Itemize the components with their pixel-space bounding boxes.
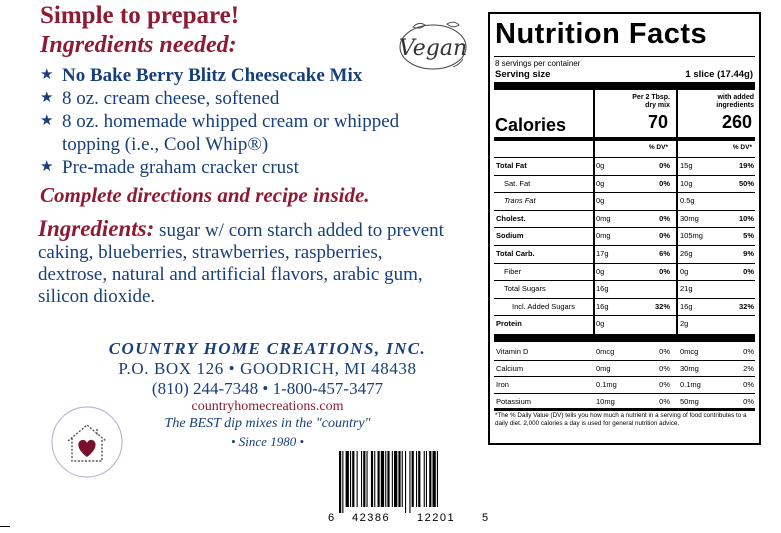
star-icon: ★	[40, 90, 54, 106]
nutrient-amount-col1: 0g	[596, 161, 605, 170]
nutrient-dv-col2: 0%	[743, 266, 754, 276]
nutrient-label: Fiber	[504, 266, 522, 276]
edge-trim-mark	[0, 526, 10, 527]
barcode-bar	[381, 451, 384, 507]
nutrient-amount-col1: 0mg	[596, 231, 611, 241]
thick-divider	[494, 82, 755, 90]
nutrient-dv-col2: 5%	[743, 231, 754, 241]
barcode-bar	[426, 451, 427, 507]
list-item-text: No Bake Berry Blitz Cheesecake Mix	[62, 65, 363, 86]
serving-size-value: 1 slice (17.44g)	[685, 69, 753, 80]
barcode-bar	[409, 451, 410, 513]
nutrient-amount-col1: 16g	[596, 284, 609, 294]
barcode-group-1: 42386	[352, 512, 391, 524]
nutrient-amount-col2: 105mg	[680, 231, 703, 241]
nutrient-dv-col1: 6%	[659, 249, 670, 258]
company-info	[70, 339, 465, 451]
barcode-right-digit: 5	[482, 512, 489, 524]
thick-divider	[494, 334, 755, 342]
barcode-bar	[437, 451, 438, 507]
nutrient-amount-col1: 0mg	[596, 213, 611, 223]
nutrient-dv-col2: 19%	[738, 161, 754, 170]
nutrient-amount-col2: 0.5g	[680, 196, 695, 206]
vitamin-dv-col2: 2%	[743, 364, 754, 374]
nutrient-label: Cholest.	[496, 213, 526, 223]
nutrient-dv-col2: 9%	[743, 249, 754, 258]
vitamin-row	[494, 376, 755, 393]
vitamin-dv-col2: 0%	[743, 396, 754, 406]
company-tagline: The BEST dip mixes in the "country"	[164, 416, 371, 431]
barcode-bar	[367, 451, 368, 507]
barcode-bar	[339, 451, 341, 513]
barcode-bar	[352, 451, 354, 507]
vitamin-dv-col1: 0%	[659, 347, 670, 356]
nutrient-row	[494, 227, 755, 245]
col1-header	[596, 94, 670, 110]
vitamin-row	[494, 360, 755, 377]
barcode-bar	[424, 451, 425, 507]
nutrient-dv-col1: 0%	[659, 213, 670, 223]
list-item-text: 8 oz. homemade whipped cream or whipped topping (i.e., Cool Whip®)	[62, 111, 400, 155]
company-website: countryhomecreations.com	[191, 399, 344, 414]
nutrient-row	[494, 315, 755, 333]
vitamin-dv-col2: 0%	[743, 347, 754, 356]
barcode-bar	[412, 451, 414, 507]
vegan-badge-text: Vegan	[398, 36, 468, 61]
barcode-bar	[378, 451, 380, 507]
vitamin-amount-col2: 50mg	[680, 396, 699, 406]
nutrient-row	[494, 245, 755, 263]
nutrient-dv-col1: 0%	[659, 231, 670, 241]
nutrient-label: Incl. Added Sugars	[512, 301, 575, 311]
vitamin-amount-col1: 0mg	[596, 364, 611, 374]
nutrient-amount-col1: 0g	[596, 178, 605, 188]
upc-barcode	[322, 449, 492, 525]
nutrient-amount-col2: 2g	[680, 319, 689, 329]
company-since: • Since 1980 •	[230, 434, 304, 449]
serving-size-label: Serving size	[495, 69, 551, 80]
ingredients-paragraph	[38, 218, 448, 308]
barcode-bar	[342, 451, 343, 513]
daily-value-footnote: *The % Daily Value (DV) tells you how much a nutrient in a serving of food contributes to a daily diet. 2,000 calories a day is used for general nutrition advice.	[495, 412, 747, 427]
nutrient-label: Protein	[496, 319, 522, 329]
col2-header	[680, 94, 754, 110]
calories-col1: 70	[647, 112, 668, 132]
nutrient-label: Total Sugars	[504, 284, 546, 294]
vitamin-dv-col1: 0%	[659, 396, 670, 406]
nutrient-amount-col2: 21g	[680, 284, 693, 294]
nutrient-amount-col2: 0g	[680, 266, 689, 276]
nutrient-dv-col1: 32%	[654, 301, 670, 311]
nutrient-amount-col1: 0g	[596, 266, 605, 276]
barcode-bar	[346, 451, 349, 507]
col2-header-line1: with added	[717, 94, 754, 101]
list-item-text: 8 oz. cream cheese, softened	[62, 88, 280, 109]
vitamin-row	[494, 344, 755, 360]
nutrition-facts-panel	[488, 12, 761, 445]
nutrient-row	[494, 298, 755, 316]
nutrient-label: Sat. Fat	[504, 178, 531, 188]
vegan-badge-icon	[393, 15, 473, 75]
barcode-bar	[394, 451, 397, 507]
divider	[494, 56, 755, 57]
nutrient-label: Trans Fat	[504, 196, 536, 206]
directions-note: Complete directions and recipe inside.	[40, 183, 370, 207]
vitamin-amount-col1: 0mcg	[596, 347, 615, 356]
thick-divider	[494, 137, 755, 141]
calories-label: Calories	[495, 115, 567, 135]
nutrient-dv-col2: 10%	[738, 213, 754, 223]
nutrient-row	[494, 157, 755, 175]
barcode-bar	[416, 451, 417, 507]
nutrient-row	[494, 210, 755, 228]
needed-ingredients-list	[40, 64, 460, 179]
company-phone: (810) 244-7348 • 1-800-457-3477	[151, 379, 384, 398]
barcode-bar	[405, 451, 406, 513]
nutrient-dv-col1: 0%	[659, 178, 670, 188]
vitamin-amount-col2: 30mg	[680, 364, 699, 374]
calories-col2: 260	[721, 112, 752, 132]
vitamin-dv-col2: 0%	[743, 380, 754, 390]
nutrient-dv-col1: 0%	[659, 161, 670, 170]
nutrient-amount-col1: 0g	[596, 319, 605, 329]
nutrient-amount-col1: 0g	[596, 196, 605, 206]
col1-header-line1: Per 2 Tbsp.	[632, 94, 670, 101]
barcode-bar	[385, 451, 386, 507]
heading-ingredients-needed: Ingredients needed:	[40, 32, 237, 58]
ingredients-text: sugar w/ corn starch added to prevent caking, blueberries, strawberries, raspberries, dextrose, natural and artificial flavors, arabic gum, silicon dioxide.	[38, 220, 444, 307]
ingredients-label: Ingredients:	[38, 216, 155, 241]
barcode-bar	[398, 451, 400, 507]
nutrient-amount-col2: 26g	[680, 249, 693, 258]
company-name: COUNTRY HOME CREATIONS, INC.	[108, 339, 427, 358]
list-item-text: Pre-made graham cracker crust	[62, 157, 299, 178]
list-item	[40, 87, 460, 110]
nutrient-dv-col2: 50%	[738, 178, 754, 188]
nutrient-label: Total Carb.	[496, 249, 535, 258]
dv-header-col2: % DV*	[732, 144, 752, 151]
nutrient-label: Sodium	[496, 231, 524, 241]
list-item	[40, 156, 460, 179]
nutrient-dv-col1: 0%	[659, 266, 670, 276]
nutrient-dv-col2: 32%	[738, 301, 754, 311]
vitamin-amount-col2: 0.1mg	[680, 380, 701, 390]
heading-simple-to-prepare: Simple to prepare!	[40, 2, 240, 29]
barcode-bar	[357, 451, 358, 507]
nutrient-amount-col2: 15g	[680, 161, 693, 170]
vitamin-amount-col2: 0mcg	[680, 347, 699, 356]
house-heart-logo-icon	[50, 405, 124, 479]
nutrient-row	[494, 175, 755, 193]
vitamin-amount-col1: 10mg	[596, 396, 615, 406]
nutrient-amount-col1: 16g	[596, 301, 609, 311]
vitamin-dv-col1: 0%	[659, 380, 670, 390]
nutrient-label: Total Fat	[496, 161, 527, 170]
barcode-left-digit: 6	[328, 512, 335, 524]
barcode-bar	[402, 451, 403, 507]
nutrient-amount-col2: 16g	[680, 301, 693, 311]
vitamin-label: Calcium	[496, 364, 524, 374]
nutrient-row	[494, 263, 755, 281]
star-icon: ★	[40, 113, 54, 129]
servings-per-container: 8 servings per container	[495, 59, 581, 68]
barcode-group-2: 12201	[417, 512, 456, 524]
nutrient-row	[494, 280, 755, 298]
barcode-bar	[350, 451, 351, 507]
barcode-bar	[429, 451, 431, 507]
vitamin-dv-col1: 0%	[659, 364, 670, 374]
col1-header-line2: dry mix	[645, 102, 670, 109]
vitamin-amount-col1: 0.1mg	[596, 380, 617, 390]
dv-header-col1: % DV*	[648, 144, 668, 151]
star-icon: ★	[40, 159, 54, 175]
barcode-bar	[418, 451, 420, 507]
nutrient-row	[494, 192, 755, 210]
nutrient-amount-col2: 10g	[680, 178, 693, 188]
thick-divider	[494, 408, 755, 411]
vitamin-label: Iron	[496, 380, 509, 390]
star-icon: ★	[40, 67, 54, 83]
barcode-bar	[433, 451, 436, 507]
barcode-bar	[387, 451, 389, 507]
company-address: P.O. BOX 126 • GOODRICH, MI 48438	[118, 359, 417, 378]
list-item	[40, 110, 460, 156]
col2-header-line2: ingredients	[716, 102, 754, 109]
barcode-bar	[392, 451, 393, 507]
vitamin-label: Vitamin D	[496, 347, 529, 356]
vitamin-label: Potassium	[496, 396, 532, 406]
barcode-bar	[374, 451, 375, 507]
barcode-bar	[371, 451, 373, 507]
barcode-bar	[363, 451, 365, 507]
nutrient-amount-col2: 30mg	[680, 213, 699, 223]
nutrition-title: Nutrition Facts	[495, 18, 708, 50]
barcode-bar	[361, 451, 362, 507]
nutrient-amount-col1: 17g	[596, 249, 609, 258]
